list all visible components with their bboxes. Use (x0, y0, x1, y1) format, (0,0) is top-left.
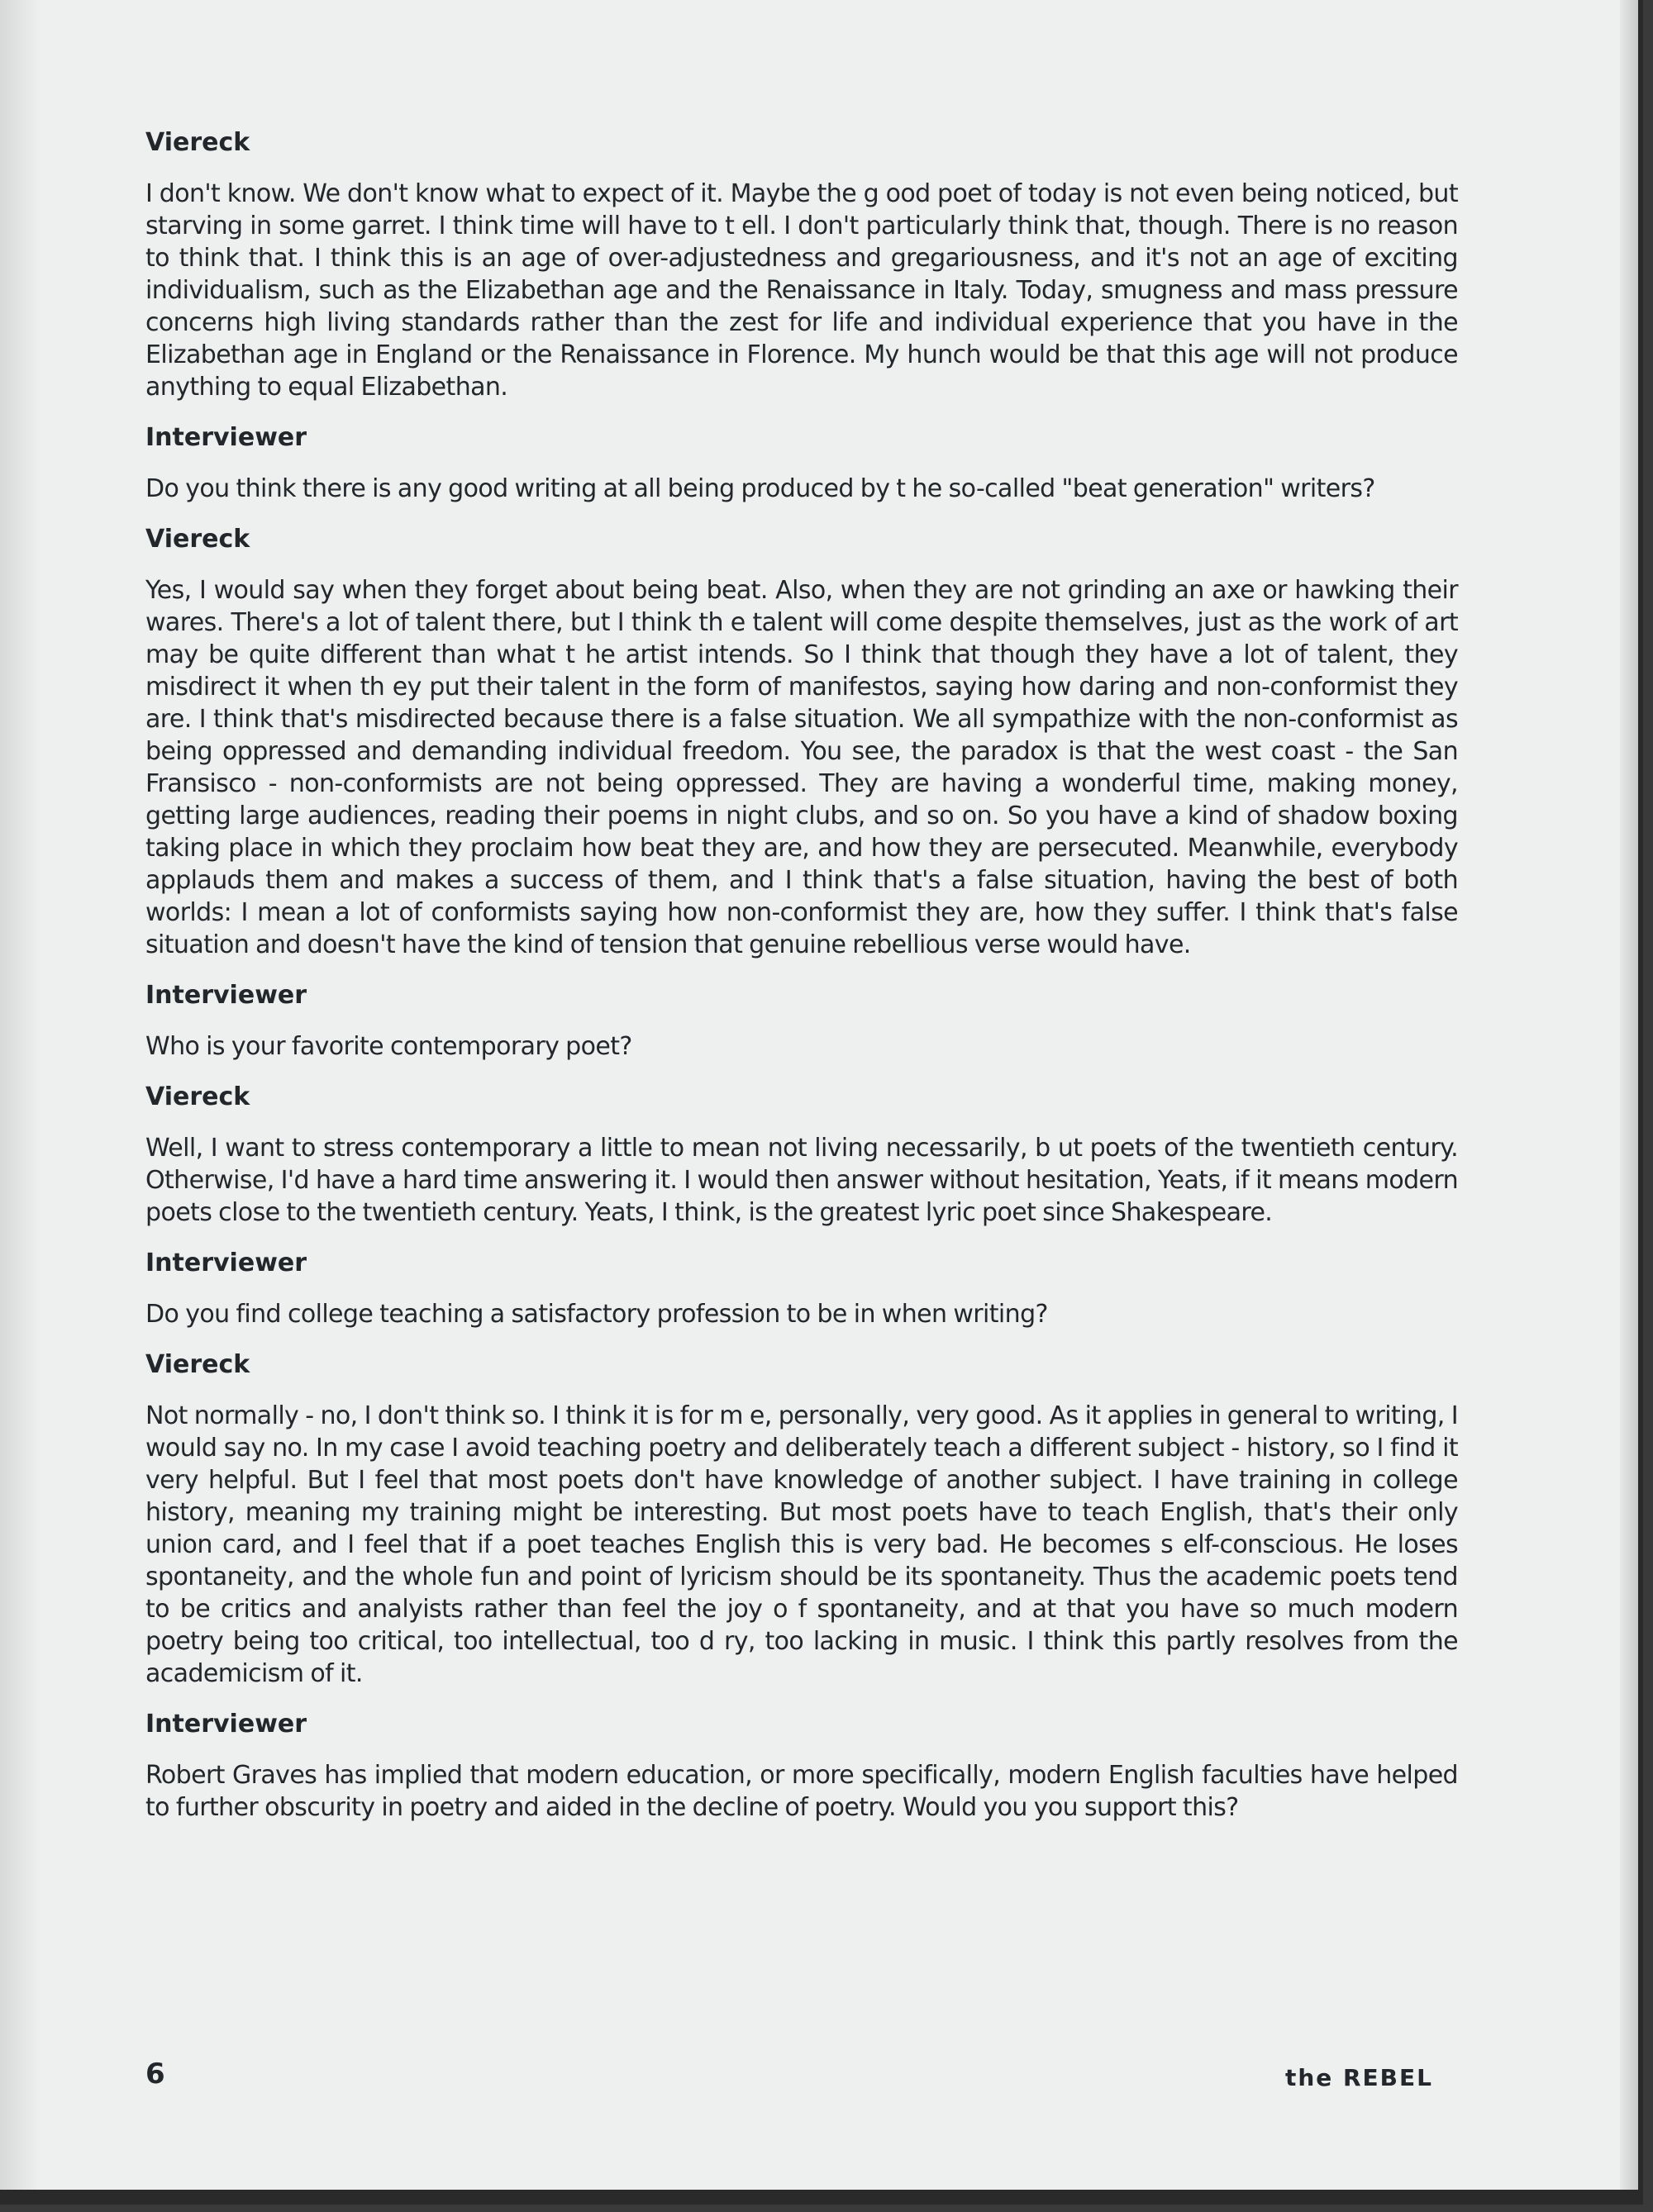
speaker-label: Viereck (145, 525, 250, 554)
interview-transcript (145, 128, 1458, 1843)
publication-name: the REBEL (1284, 2064, 1433, 2091)
speaker-text: Yes, I would say when they forget about being beat. Also, when they are not grinding an axe or hawking their wares. There's a lot of talent there, but I think th e talent will come despite themselves, just as the work of art may be quite different than what t he artist intends. So I think that though they have a lot of talent, they misdirect it when th ey put their talent in the form of manifestos, saying how daring and non-conformist they are. I think that's misdirected because there is a false situation. We all sympathize with the non-conformist as being oppressed and demanding individual freedom. You see, the paradox is that the west coast - the San Fransisco - non-conformists are not being oppressed. They are having a wonderful time, making money, getting large audiences, reading their poems in night clubs, and so on. So you have a kind of shadow boxing taking place in which they proclaim how beat they are, and how they are persecuted. Meanwhile, everybody applauds them and makes a success of them, and I think that's a false situation, having the best of both worlds: I mean a lot of conformists saying how non-conformist they are, how they suffer. I think that's false situation and doesn't have the kind of tension that genuine rebellious verse would have. (145, 576, 1458, 959)
speaker-label: Interviewer (145, 1710, 307, 1739)
transcript-block (145, 423, 1458, 505)
transcript-block (145, 1082, 1458, 1229)
page-edge (1620, 0, 1638, 2190)
speaker-text: Who is your favorite contemporary poet? (145, 1032, 632, 1061)
transcript-block (145, 128, 1458, 403)
speaker-label: Viereck (145, 1350, 250, 1379)
transcript-block (145, 1350, 1458, 1690)
speaker-text: Not normally - no, I don't think so. I think it is for m e, personally, very good. As it applies in general to writing, I would say no. In my case I avoid teaching poetry and deliberately teach a different subject - history, so I find it very helpful. But I feel that most poets don't have knowledge of another subject. I have training in college history, meaning my training might be interesting. But most poets have to teach English, that's their only union card, and I feel that if a poet teaches English this is very bad. He becomes s elf-conscious. He loses spontaneity, and the whole fun and point of lyricism should be its spontaneity. Thus the academic poets tend to be critics and analyists rather than feel the joy o f spontaneity, and at that you have so much modern poetry being too critical, too intellectual, too d ry, too lacking in music. I think this partly resolves from the academicism of it. (145, 1401, 1458, 1688)
speaker-label: Interviewer (145, 1249, 307, 1277)
speaker-text: Well, I want to stress contemporary a little to mean not living necessarily, b ut poets of the twentieth century. Otherwise, I'd have a hard time answering it. I would then answer without hesitation, Yeats, if it means modern poets close to the twentieth century. Yeats, I think, is the greatest lyric poet since Shakespeare. (145, 1134, 1458, 1227)
binding-shadow (0, 0, 40, 2190)
speaker-label: Viereck (145, 128, 250, 157)
transcript-block (145, 1710, 1458, 1824)
speaker-text: Do you think there is any good writing at all being produced by t he so-called "beat generation" writers? (145, 474, 1375, 503)
speaker-text: Robert Graves has implied that modern education, or more specifically, modern English faculties have helped to further obscurity in poetry and aided in the decline of poetry. Would you you support this? (145, 1761, 1458, 1822)
transcript-block (145, 1249, 1458, 1330)
transcript-block (145, 981, 1458, 1063)
speaker-label: Viereck (145, 1082, 250, 1111)
speaker-label: Interviewer (145, 423, 307, 452)
speaker-label: Interviewer (145, 981, 307, 1010)
page-number: 6 (145, 2057, 165, 2091)
speaker-text: I don't know. We don't know what to expect of it. Maybe the g ood poet of today is not even being noticed, but starving in some garret. I think time will have to t ell. I don't particularly think that, though. There is no reason to think that. I think this is an age of over-adjustedness and gregariousness, and it's not an age of exciting individualism, such as the Elizabethan age and the Renaissance in Italy. Today, smugness and mass pressure concerns high living standards rather than the zest for life and individual experience that you have in the Elizabethan age in England or the Renaissance in Florence. My hunch would be that this age will not produce anything to equal Elizabethan. (145, 179, 1458, 402)
transcript-block (145, 525, 1458, 961)
speaker-text: Do you find college teaching a satisfactory profession to be in when writing? (145, 1300, 1048, 1329)
